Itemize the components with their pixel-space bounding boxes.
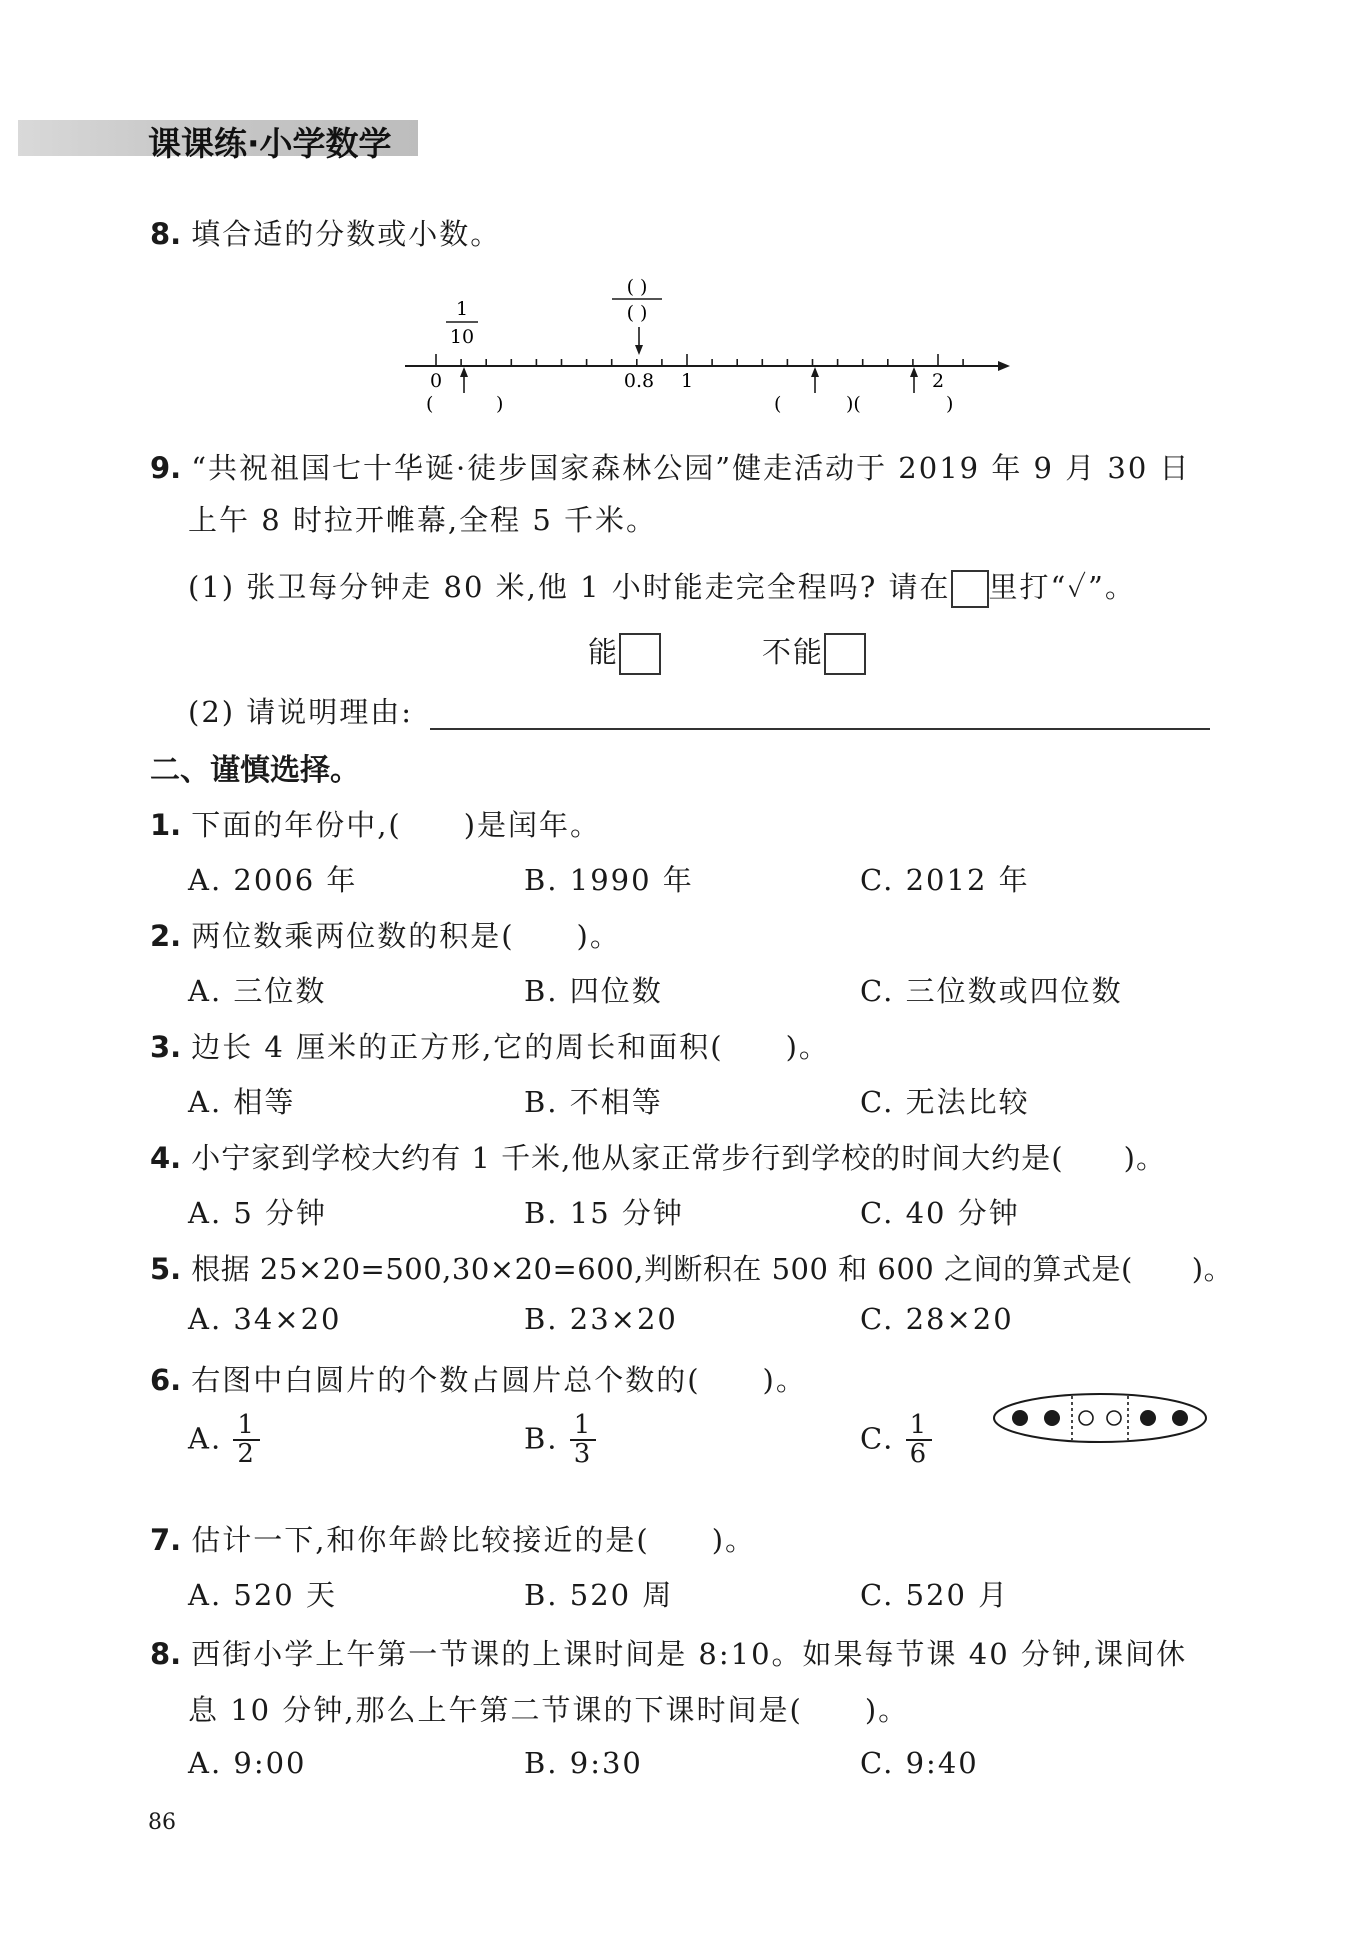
up-arrow-icon: [460, 367, 468, 393]
book-title: 课课练·小学数学: [148, 124, 392, 163]
question-text: 填合适的分数或小数。: [191, 217, 502, 251]
option-a: A. 9:00: [188, 1746, 307, 1780]
option-a: A. 三位数: [188, 974, 327, 1008]
up-arrow-icon: [910, 367, 918, 393]
tick-label-1: 1: [680, 370, 694, 392]
black-circle: [1012, 1410, 1028, 1426]
option-c: C. 520 月: [860, 1578, 1010, 1612]
tick-label-2: 2: [931, 370, 945, 392]
answer-blank-open: (: [426, 393, 434, 415]
can-checkbox[interactable]: [619, 633, 661, 675]
question-number: 8.: [150, 217, 182, 251]
option-c: C. 40 分钟: [860, 1196, 1020, 1230]
question-number: 8.: [150, 1637, 182, 1671]
option-b: B. 520 周: [524, 1578, 674, 1612]
question-text: 估计一下,和你年龄比较接近的是( )。: [191, 1523, 757, 1557]
choice-question-5: [150, 1247, 1233, 1288]
question-9-sub2: (2) 请说明理由:: [188, 695, 414, 729]
answer-blank-open: (: [774, 393, 782, 415]
option-cannot: [762, 630, 866, 675]
can-label: 能: [588, 635, 620, 669]
option-c: C. 28×20: [860, 1302, 1014, 1336]
fraction: $\frac{1}{3}$: [570, 1412, 597, 1469]
answer-line[interactable]: [430, 728, 1210, 730]
option-b: B. 四位数: [524, 974, 663, 1008]
choice-question-3: [150, 1025, 830, 1066]
answer-blank-close-open: )(: [846, 393, 861, 415]
tick-label-0: 0: [429, 370, 443, 392]
section-title: 二、谨慎选择。: [150, 753, 360, 788]
option-c: [860, 1412, 932, 1469]
question-9-line2: 上午 8 时拉开帷幕,全程 5 千米。: [188, 503, 657, 537]
option-a: A. 相等: [188, 1085, 296, 1119]
option-b: B. 不相等: [524, 1085, 663, 1119]
number-line-figure: [380, 265, 1020, 425]
question-number: 5.: [150, 1252, 182, 1286]
question-text: 边长 4 厘米的正方形,它的周长和面积( )。: [191, 1030, 830, 1064]
circles-figure: [990, 1390, 1210, 1446]
black-circle: [1140, 1410, 1156, 1426]
sub1-text: (1) 张卫每分钟走 80 米,他 1 小时能走完全程吗? 请在: [188, 570, 951, 604]
option-b: B. 9:30: [524, 1746, 643, 1780]
question-text: 下面的年份中,( )是闰年。: [191, 808, 602, 842]
up-arrow-icon: [811, 367, 819, 393]
question-number: 4.: [150, 1141, 182, 1175]
choice-question-7: [150, 1518, 756, 1559]
arrow-head-icon: [998, 361, 1010, 371]
white-circle: [1079, 1411, 1093, 1425]
sub1-text-end: 里打“✓”。: [988, 570, 1136, 604]
question-text: 西街小学上午第一节课的上课时间是 8:10。如果每节课 40 分钟,课间休: [191, 1637, 1188, 1671]
option-a: A. 5 分钟: [188, 1196, 328, 1230]
choice-question-8-line1: [150, 1632, 1187, 1673]
black-circle: [1044, 1410, 1060, 1426]
option-a: A. 520 天: [188, 1578, 337, 1612]
option-can: [588, 630, 661, 675]
answer-blank-close: ): [496, 393, 504, 415]
option-c: C. 无法比较: [860, 1085, 1030, 1119]
option-b: [524, 1412, 596, 1469]
option-a: [188, 1412, 260, 1469]
question-text: 右图中白圆片的个数占圆片总个数的( )。: [191, 1363, 807, 1397]
white-circle: [1107, 1411, 1121, 1425]
cannot-label: 不能: [762, 635, 825, 669]
cannot-checkbox[interactable]: [824, 633, 866, 675]
question-text: 小宁家到学校大约有 1 千米,他从家正常步行到学校的时间大约是( )。: [191, 1141, 1166, 1175]
question-text: 根据 25×20=500,30×20=600,判断积在 500 和 600 之间的算式是( )。: [191, 1252, 1234, 1286]
fraction-label-den: 10: [449, 326, 475, 348]
page-number: 86: [148, 1810, 176, 1835]
question-9-sub1: [188, 565, 1136, 608]
option-a: A. 2006 年: [188, 863, 358, 897]
fraction: $\frac{1}{2}$: [233, 1412, 260, 1469]
question-number: 2.: [150, 919, 182, 953]
question-number: 6.: [150, 1363, 182, 1397]
question-number: 9.: [150, 451, 182, 485]
option-b: B. 23×20: [524, 1302, 678, 1336]
tick-label-0-8: 0.8: [623, 370, 655, 392]
down-arrow-head-icon: [635, 345, 643, 355]
choice-question-8-line2: 息 10 分钟,那么上午第二节课的下课时间是( )。: [188, 1693, 910, 1727]
black-circle: [1172, 1410, 1188, 1426]
blank-fraction-num: ( ): [626, 276, 648, 298]
option-b: B. 15 分钟: [524, 1196, 684, 1230]
fraction-label-num: 1: [455, 298, 469, 320]
question-text: 两位数乘两位数的积是( )。: [191, 919, 621, 953]
question-9-line1: [150, 446, 1191, 487]
option-c: C. 2012 年: [860, 863, 1030, 897]
choice-question-1: [150, 803, 601, 844]
tick-marks: [436, 354, 963, 366]
option-letter: B.: [524, 1421, 559, 1456]
option-c: C. 三位数或四位数: [860, 974, 1123, 1008]
choice-question-2: [150, 914, 621, 955]
option-letter: C.: [860, 1421, 895, 1456]
question-number: 3.: [150, 1030, 182, 1064]
blank-fraction-den: ( ): [626, 302, 648, 324]
fraction: $\frac{1}{6}$: [906, 1412, 933, 1469]
question-text: “共祝祖国七十华诞·徒步国家森林公园”健走活动于 2019 年 9 月 30 日: [191, 451, 1191, 485]
question-number: 7.: [150, 1523, 182, 1557]
option-letter: A.: [188, 1421, 223, 1456]
answer-blank-close: ): [946, 393, 954, 415]
question-number: 1.: [150, 808, 182, 842]
question-8: [150, 212, 501, 253]
option-a: A. 34×20: [188, 1302, 342, 1336]
option-b: B. 1990 年: [524, 863, 694, 897]
option-c: C. 9:40: [860, 1746, 979, 1780]
choice-question-4: [150, 1136, 1166, 1177]
check-box-sample: [951, 570, 989, 608]
choice-question-6: [150, 1358, 807, 1399]
